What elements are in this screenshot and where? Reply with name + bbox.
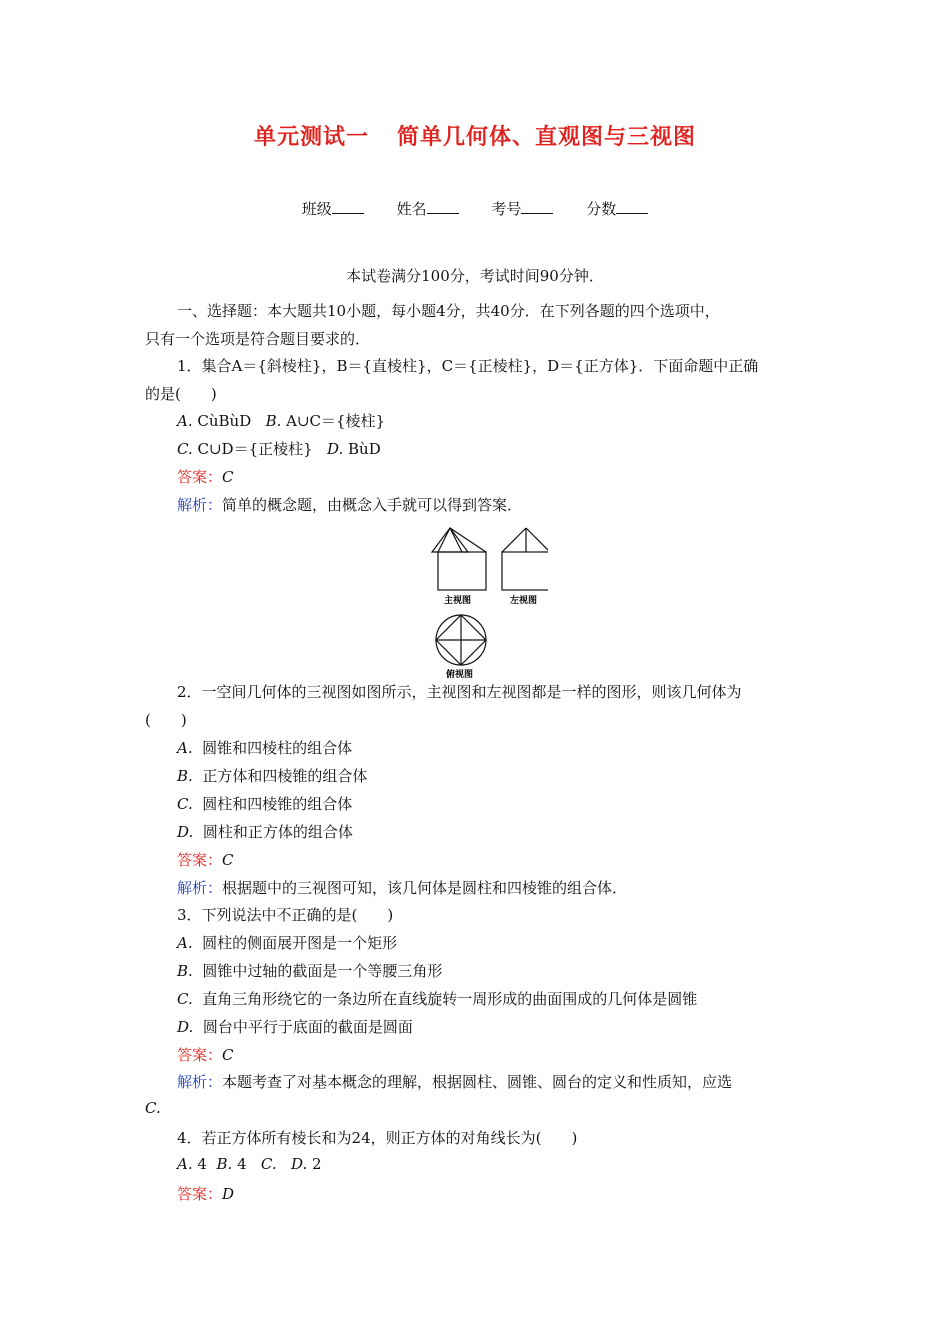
q1-answer-value: C <box>222 468 234 486</box>
three-view-figure <box>428 524 548 684</box>
q3-option-c-row[interactable] <box>177 988 697 1009</box>
page-title <box>0 120 950 151</box>
q3-option-d: 圆台中平行于底面的截面是圆面 <box>202 1018 413 1036</box>
q3-explanation <box>177 1071 732 1092</box>
score-field[interactable] <box>586 200 648 218</box>
q1-option-d[interactable]: BùD <box>348 440 381 458</box>
q3-option-b-letter: B. <box>177 962 193 980</box>
top-view <box>436 615 486 665</box>
number-field[interactable] <box>491 200 553 218</box>
q1-answer <box>177 466 234 487</box>
q2-option-c-row[interactable] <box>177 793 352 814</box>
q2-option-d-letter: D. <box>177 823 194 841</box>
q3-answer <box>177 1044 234 1065</box>
q2-stem-line1: 2．一空间几何体的三视图如图所示，主视图和左视图都是一样的图形，则该几何体为 <box>177 683 742 701</box>
q2-stem-line2: ( ) <box>145 711 187 729</box>
front-view-label: 主视图 <box>444 596 472 606</box>
number-label: 考号 <box>491 200 522 218</box>
q3-stem: 3．下列说法中不正确的是( ) <box>177 906 394 924</box>
score-label: 分数 <box>586 200 617 218</box>
q2-option-b-letter: B. <box>177 767 193 785</box>
side-view-label: 左视图 <box>510 596 538 606</box>
q3-answer-value: C <box>222 1046 234 1064</box>
q2-answer-value: C <box>222 851 234 869</box>
q2-option-a: 圆锥和四棱柱的组合体 <box>202 739 353 757</box>
q4-answer-label: 答案： <box>177 1185 223 1203</box>
q3-option-c: 直角三角形绕它的一条边所在直线旋转一周形成的曲面围成的几何体是圆锥 <box>202 990 698 1008</box>
q2-option-d-row[interactable] <box>177 821 353 842</box>
q3-option-c-letter: C. <box>177 990 193 1008</box>
section-heading-line2: 只有一个选项是符合题目要求的． <box>145 330 371 348</box>
q1-stem-line2: 的是( ) <box>145 385 217 403</box>
q2-explain-label: 解析： <box>177 879 223 897</box>
q2-answer-label: 答案： <box>177 851 223 869</box>
q3-explain-text: 本题考查了对基本概念的理解，根据圆柱、圆锥、圆台的定义和性质知，应选 <box>222 1073 733 1091</box>
q2-explain-text: 根据题中的三视图可知，该几何体是圆柱和四棱锥的组合体． <box>222 879 628 897</box>
top-view-label: 俯视图 <box>446 670 474 680</box>
name-label: 姓名 <box>396 200 427 218</box>
q1-explain-text: 简单的概念题，由概念入手就可以得到答案． <box>222 496 523 514</box>
q1-option-b[interactable]: A∪C＝{棱柱} <box>286 412 386 430</box>
q2-option-c-letter: C. <box>177 795 193 813</box>
q4-option-a[interactable]: 4 <box>197 1155 207 1173</box>
q1-stem-line1: 1．集合A＝{斜棱柱}，B＝{直棱柱}，C＝{正棱柱}，D＝{正方体}．下面命题中正确 <box>177 357 759 375</box>
class-field[interactable] <box>302 200 364 218</box>
q1-option-d-letter: D. <box>326 440 344 458</box>
q3-option-d-letter: D. <box>177 1018 194 1036</box>
q2-option-a-letter: A. <box>177 739 193 757</box>
q2-option-a-row[interactable] <box>177 737 352 758</box>
title-part1: 单元测试一 <box>253 124 369 150</box>
student-info-row <box>0 198 950 219</box>
q3-option-b-row[interactable] <box>177 960 442 981</box>
q4-option-a-letter: A. <box>177 1155 193 1173</box>
q4-option-d[interactable]: 2 <box>312 1155 322 1173</box>
q4-option-d-letter: D. <box>290 1155 308 1173</box>
q2-option-b: 正方体和四棱锥的组合体 <box>202 767 368 785</box>
q2-option-c: 圆柱和四棱锥的组合体 <box>202 795 353 813</box>
q3-explain-label: 解析： <box>177 1073 223 1091</box>
q1-option-c[interactable]: C∪D＝{正棱柱} <box>197 440 313 458</box>
q4-option-b-letter: B. <box>216 1155 233 1173</box>
q3-option-a-row[interactable] <box>177 932 397 953</box>
q4-options <box>177 1155 322 1173</box>
side-view <box>502 528 548 590</box>
q2-explanation <box>177 877 627 898</box>
section-heading-line1: 一、选择题：本大题共10小题，每小题4分，共40分．在下列各题的四个选项中， <box>177 302 720 320</box>
q2-option-d: 圆柱和正方体的组合体 <box>202 823 353 841</box>
class-label: 班级 <box>301 200 332 218</box>
q3-explanation-cont: C. <box>145 1099 161 1117</box>
q1-answer-label: 答案： <box>177 468 223 486</box>
q1-explanation <box>177 494 522 515</box>
q2-answer <box>177 849 234 870</box>
q1-option-a[interactable]: CùBùD <box>197 412 252 430</box>
q3-option-a-letter: A. <box>177 934 193 952</box>
q4-answer <box>177 1183 234 1204</box>
q1-option-a-letter: A. <box>177 412 193 430</box>
q1-options-ab <box>177 410 385 431</box>
q4-stem: 4．若正方体所有棱长和为24，则正方体的对角线长为( ) <box>177 1129 578 1147</box>
q3-option-d-row[interactable] <box>177 1016 413 1037</box>
q1-option-b-letter: B. <box>265 412 282 430</box>
q3-answer-label: 答案： <box>177 1046 223 1064</box>
name-field[interactable] <box>397 200 459 218</box>
q3-option-b: 圆锥中过轴的截面是一个等腰三角形 <box>202 962 443 980</box>
q4-answer-value: D <box>222 1185 235 1203</box>
q4-option-c-letter[interactable]: C. <box>260 1155 277 1173</box>
title-part2: 简单几何体、直观图与三视图 <box>397 124 697 150</box>
q2-option-b-row[interactable] <box>177 765 367 786</box>
exam-intro: 本试卷满分100分，考试时间90分钟． <box>346 267 604 285</box>
front-view <box>432 528 486 590</box>
q1-explain-label: 解析： <box>177 496 223 514</box>
q1-options-cd <box>177 438 381 459</box>
q3-option-a: 圆柱的侧面展开图是一个矩形 <box>202 934 398 952</box>
q4-option-b[interactable]: 4 <box>237 1155 247 1173</box>
q1-option-c-letter: C. <box>177 440 193 458</box>
